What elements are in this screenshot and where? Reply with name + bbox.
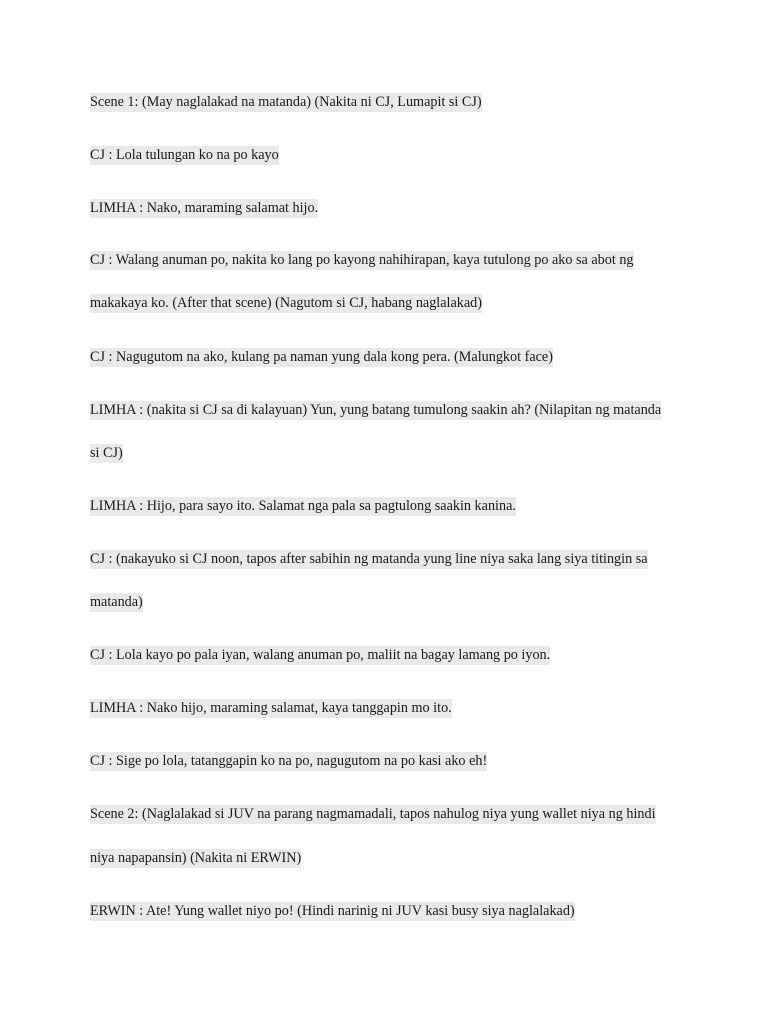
text-line <box>90 752 487 770</box>
text-line <box>90 199 318 217</box>
text-line <box>90 550 648 568</box>
text-line <box>90 593 143 611</box>
text-line <box>90 646 550 664</box>
text-line-content: CJ : Sige po lola, tatanggapin ko na po, nagugutom na po kasi ako eh! <box>90 753 488 769</box>
text-line <box>90 902 575 920</box>
text-line <box>90 348 553 366</box>
text-line <box>90 849 301 867</box>
text-line <box>90 146 279 164</box>
text-line-content: matanda) <box>90 594 143 610</box>
text-line-content: LIMHA : Nako, maraming salamat hijo. <box>90 200 319 216</box>
text-line-content: Scene 2: (Naglalakad si JUV na parang nagmamadali, tapos nahulog niya yung wallet niya ng hindi <box>90 806 656 822</box>
text-line <box>90 497 516 515</box>
text-line-content: CJ : Walang anuman po, nakita ko lang po kayong nahihirapan, kaya tutulong po ako sa abot ng <box>90 252 634 268</box>
text-line <box>90 805 656 823</box>
text-line <box>90 444 123 462</box>
text-line <box>90 93 482 111</box>
text-line-content: Scene 1: (May naglalakad na matanda) (Nakita ni CJ, Lumapit si CJ) <box>90 94 482 110</box>
text-line <box>90 294 482 312</box>
text-line-content: makakaya ko. (After that scene) (Nagutom si CJ, habang naglalakad) <box>90 295 482 311</box>
text-line-content: niya napapansin) (Nakita ni ERWIN) <box>90 850 302 866</box>
text-line <box>90 251 634 269</box>
text-line-content: LIMHA : (nakita si CJ sa di kalayuan) Yun, yung batang tumulong saakin ah? (Nilapitan ng matanda <box>90 402 662 418</box>
text-line-content: ERWIN : Ate! Yung wallet niyo po! (Hindi narinig ni JUV kasi busy siya naglalakad) <box>90 903 575 919</box>
text-line-content: CJ : Lola kayo po pala iyan, walang anuman po, maliit na bagay lamang po iyon. <box>90 647 551 663</box>
text-line-content: LIMHA : Nako hijo, maraming salamat, kaya tanggapin mo ito. <box>90 700 452 716</box>
text-line-content: si CJ) <box>90 445 123 461</box>
text-line-content: CJ : Nagugutom na ako, kulang pa naman yung dala kong pera. (Malungkot face) <box>90 349 553 365</box>
text-line <box>90 699 452 717</box>
text-line <box>90 401 661 419</box>
text-line-content: CJ : Lola tulungan ko na po kayo <box>90 147 279 163</box>
text-line-content: CJ : (nakayuko si CJ noon, tapos after sabihin ng matanda yung line niya saka lang siya titingin sa <box>90 551 648 567</box>
text-line-content: LIMHA : Hijo, para sayo ito. Salamat nga pala sa pagtulong saakin kanina. <box>90 498 516 514</box>
